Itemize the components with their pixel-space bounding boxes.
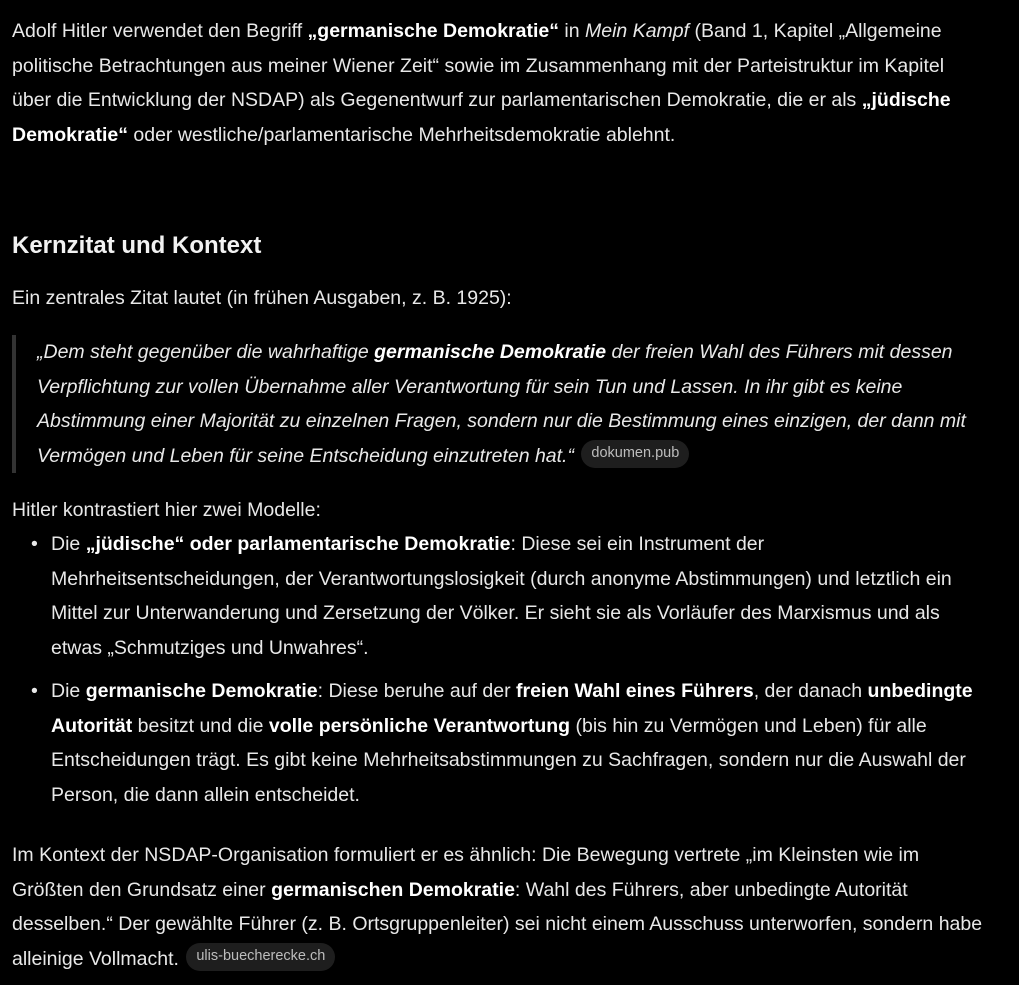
text: : Diese sei ein Instrument der Mehrheitsentscheidungen, der Verantwortungslosigkeit (durch anonyme Abstimmungen) und letztlich ein Mittel zur Unterwanderung und Zersetzung der Völker. Er sieht sie als Vorläufer des Marxismus und als etwas „Schmutziges und Unwahres“.: [51, 533, 952, 659]
text: in: [558, 20, 585, 42]
blockquote: [12, 335, 972, 473]
bullet-marker: •: [31, 533, 38, 555]
text: : Wahl des Führers, aber unbedingte Autorität desselben.“ Der gewählte Führer (z. B. Ortsgruppenleiter) sei nicht einem Ausschuss unterworfen, sondern habe alleinige Vollmacht.: [12, 878, 983, 970]
source-citation-chip[interactable]: dokumen.pub: [581, 440, 689, 468]
bold-term: germanische Demokratie: [85, 680, 318, 702]
bullet-marker: •: [31, 680, 38, 702]
section-heading: Kernzitat und Kontext: [12, 232, 262, 259]
bullet-list: [12, 527, 982, 812]
text: „Dem steht gegenüber die wahrhaftige: [37, 341, 375, 363]
text: oder westliche/parlamentarische Mehrheitsdemokratie ablehnt.: [127, 123, 676, 146]
list-item: [12, 527, 982, 665]
source-citation-chip[interactable]: ulis-buecherecke.ch: [186, 943, 335, 971]
text: (bis hin zu Vermögen und Leben) für alle Entscheidungen trägt. Es gibt keine Mehrheitsabstimmungen zu Sachfragen, sondern nur die Auswahl der Person, die dann allein entscheidet.: [51, 714, 966, 806]
bold-term: germanischen Demokratie: [271, 878, 515, 901]
bold-term: volle persönliche Verantwortung: [268, 714, 571, 737]
bold-term: „jüdische“ oder parlamentarische Demokratie: [85, 533, 511, 555]
text: , der danach: [753, 680, 868, 702]
closing-paragraph: [12, 838, 992, 976]
contrast-lead: Hitler kontrastiert hier zwei Modelle:: [12, 499, 321, 521]
text: der freien Wahl des Führers mit dessen Verpflichtung zur vollen Übernahme aller Verantwortung für sein Tun und Lassen. In ihr gibt es keine Abstimmung einer Majorität zu einzelnen Fragen, sondern nur die Bestimmung eines einzigen, der dann mit Vermögen und Leben für seine Entscheidung einzutreten hat.“: [37, 341, 966, 467]
text: (Band 1, Kapitel „Allgemeine politische Betrachtungen aus meiner Wiener Zeit“ sowie im Zusammenhang mit der Parteistruktur im Kapitel über die Entwicklung der NSDAP) als Gegenentwurf zur parlamentarischen Demokratie, die er als: [12, 20, 945, 111]
bold-term: unbedingte Autorität: [51, 680, 973, 737]
quote-lead: Ein zentrales Zitat lautet (in frühen Ausgaben, z. B. 1925):: [12, 287, 512, 309]
list-item: [12, 674, 982, 812]
intro-paragraph: [12, 14, 983, 152]
text: Die: [51, 680, 86, 702]
bold-term: germanische Demokratie: [374, 341, 607, 363]
text: : Diese beruhe auf der: [317, 680, 516, 702]
text: Im Kontext der NSDAP-Organisation formuliert er es ähnlich: Die Bewegung vertrete „im Kleinsten wie im Größten den Grundsatz einer: [12, 844, 920, 901]
bold-term: „jüdische Demokratie“: [12, 89, 951, 146]
book-title: Mein Kampf: [585, 20, 690, 42]
text: Die: [51, 533, 86, 555]
bold-term: „germanische Demokratie“: [307, 20, 559, 42]
text: Adolf Hitler verwendet den Begriff: [12, 20, 308, 42]
bold-term: freien Wahl eines Führers: [516, 680, 754, 702]
text: besitzt und die: [132, 714, 269, 737]
